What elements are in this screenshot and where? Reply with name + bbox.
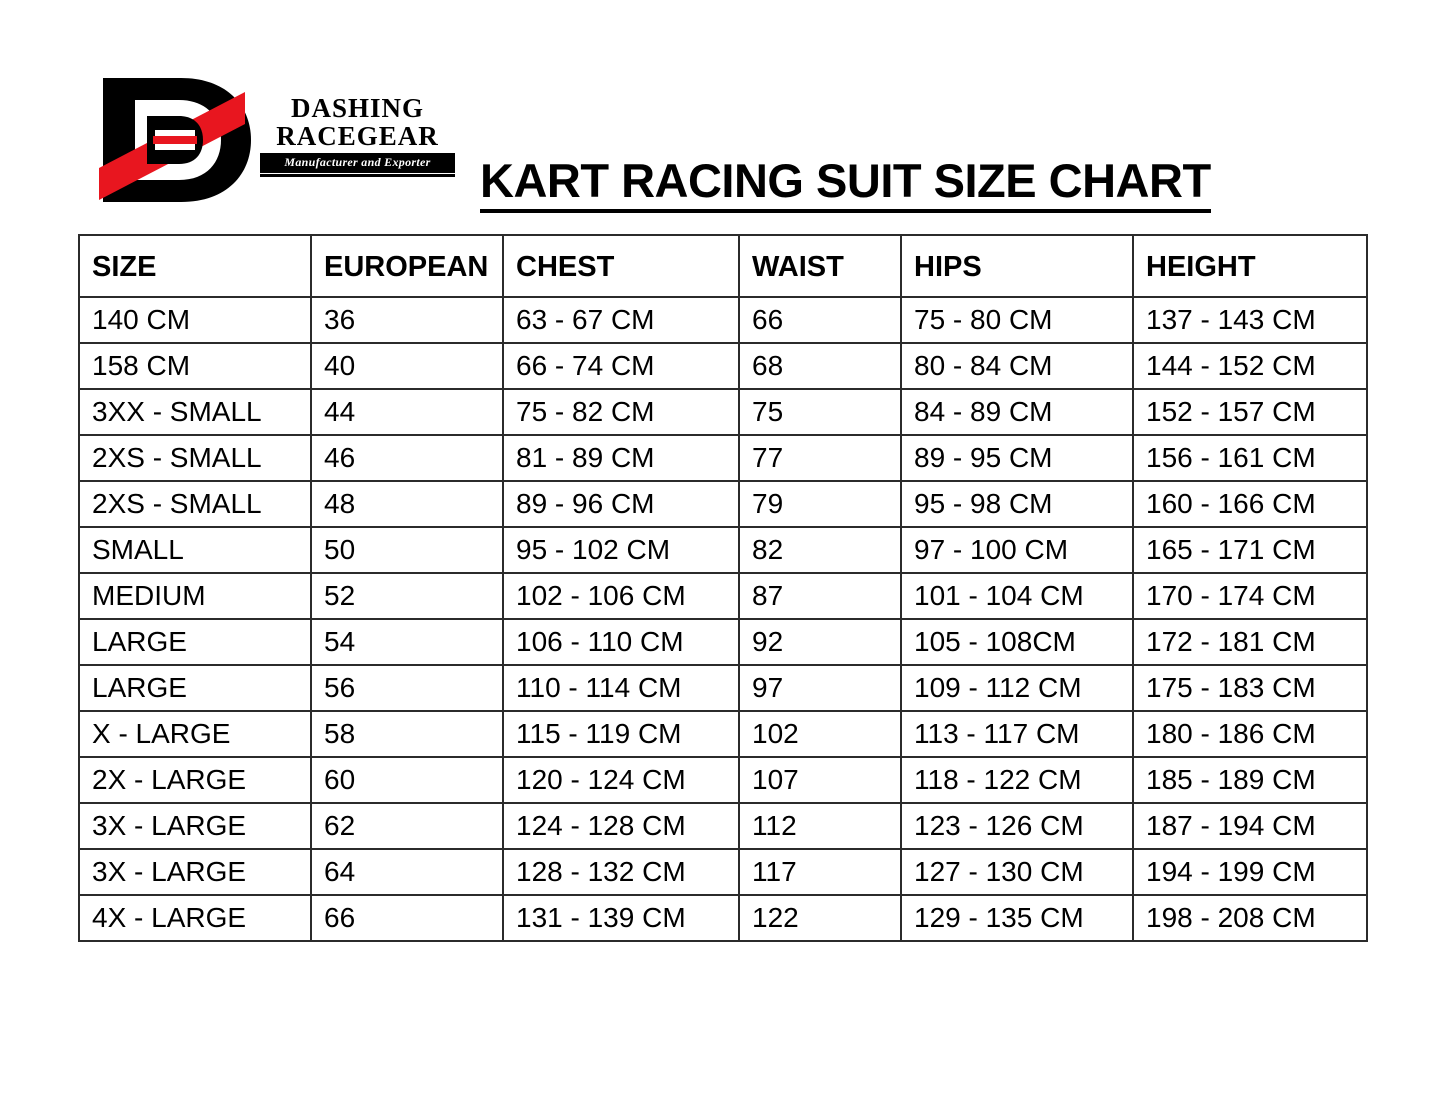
cell-hips: 105 - 108CM [901, 619, 1133, 665]
brand-logo [95, 70, 455, 210]
cell-european: 62 [311, 803, 503, 849]
cell-european: 40 [311, 343, 503, 389]
cell-size: 3XX - SMALL [79, 389, 311, 435]
table-row [79, 757, 1367, 803]
column-header-chest: CHEST [503, 235, 739, 297]
size-chart-table [78, 234, 1368, 942]
cell-waist: 92 [739, 619, 901, 665]
cell-size: 158 CM [79, 343, 311, 389]
cell-waist: 77 [739, 435, 901, 481]
cell-chest: 120 - 124 CM [503, 757, 739, 803]
cell-waist: 66 [739, 297, 901, 343]
brand-underline [260, 174, 455, 177]
dashing-d-logo-icon [95, 72, 255, 207]
cell-size: 2X - LARGE [79, 757, 311, 803]
cell-height: 180 - 186 CM [1133, 711, 1367, 757]
cell-height: 198 - 208 CM [1133, 895, 1367, 941]
brand-wordmark [260, 94, 455, 177]
cell-hips: 109 - 112 CM [901, 665, 1133, 711]
table-body [79, 297, 1367, 941]
cell-european: 64 [311, 849, 503, 895]
cell-european: 66 [311, 895, 503, 941]
cell-size: LARGE [79, 665, 311, 711]
size-chart-table-container [78, 234, 1366, 942]
cell-hips: 75 - 80 CM [901, 297, 1133, 343]
cell-chest: 89 - 96 CM [503, 481, 739, 527]
column-header-waist: WAIST [739, 235, 901, 297]
cell-hips: 118 - 122 CM [901, 757, 1133, 803]
table-row [79, 665, 1367, 711]
table-row [79, 435, 1367, 481]
cell-hips: 89 - 95 CM [901, 435, 1133, 481]
table-row [79, 343, 1367, 389]
table-row [79, 389, 1367, 435]
cell-height: 170 - 174 CM [1133, 573, 1367, 619]
cell-european: 58 [311, 711, 503, 757]
table-header-row [79, 235, 1367, 297]
cell-height: 172 - 181 CM [1133, 619, 1367, 665]
cell-height: 160 - 166 CM [1133, 481, 1367, 527]
cell-size: 4X - LARGE [79, 895, 311, 941]
cell-waist: 82 [739, 527, 901, 573]
cell-chest: 124 - 128 CM [503, 803, 739, 849]
cell-european: 48 [311, 481, 503, 527]
table-row [79, 297, 1367, 343]
document-header [0, 60, 1445, 210]
table-row [79, 481, 1367, 527]
cell-height: 194 - 199 CM [1133, 849, 1367, 895]
cell-size: 3X - LARGE [79, 849, 311, 895]
cell-size: MEDIUM [79, 573, 311, 619]
brand-name-line2: RACEGEAR [276, 121, 439, 152]
cell-european: 52 [311, 573, 503, 619]
cell-european: 54 [311, 619, 503, 665]
cell-waist: 97 [739, 665, 901, 711]
page-title: KART RACING SUIT SIZE CHART [480, 156, 1211, 213]
table-header [79, 235, 1367, 297]
cell-waist: 107 [739, 757, 901, 803]
cell-size: 140 CM [79, 297, 311, 343]
cell-hips: 80 - 84 CM [901, 343, 1133, 389]
cell-chest: 75 - 82 CM [503, 389, 739, 435]
cell-height: 165 - 171 CM [1133, 527, 1367, 573]
cell-chest: 95 - 102 CM [503, 527, 739, 573]
cell-waist: 112 [739, 803, 901, 849]
cell-waist: 117 [739, 849, 901, 895]
cell-chest: 110 - 114 CM [503, 665, 739, 711]
cell-size: LARGE [79, 619, 311, 665]
table-row [79, 803, 1367, 849]
cell-chest: 63 - 67 CM [503, 297, 739, 343]
brand-tagline: Manufacturer and Exporter [260, 153, 455, 173]
column-header-size: SIZE [79, 235, 311, 297]
cell-european: 60 [311, 757, 503, 803]
cell-chest: 115 - 119 CM [503, 711, 739, 757]
column-header-height: HEIGHT [1133, 235, 1367, 297]
brand-name-line1: DASHING [290, 93, 425, 123]
cell-european: 56 [311, 665, 503, 711]
cell-european: 36 [311, 297, 503, 343]
cell-height: 156 - 161 CM [1133, 435, 1367, 481]
cell-chest: 106 - 110 CM [503, 619, 739, 665]
table-row [79, 573, 1367, 619]
cell-waist: 75 [739, 389, 901, 435]
cell-hips: 113 - 117 CM [901, 711, 1133, 757]
cell-european: 44 [311, 389, 503, 435]
cell-height: 185 - 189 CM [1133, 757, 1367, 803]
cell-waist: 79 [739, 481, 901, 527]
table-row [79, 849, 1367, 895]
cell-size: 2XS - SMALL [79, 481, 311, 527]
cell-hips: 127 - 130 CM [901, 849, 1133, 895]
cell-hips: 101 - 104 CM [901, 573, 1133, 619]
cell-size: X - LARGE [79, 711, 311, 757]
cell-height: 144 - 152 CM [1133, 343, 1367, 389]
cell-hips: 123 - 126 CM [901, 803, 1133, 849]
cell-chest: 128 - 132 CM [503, 849, 739, 895]
cell-hips: 97 - 100 CM [901, 527, 1133, 573]
cell-size: SMALL [79, 527, 311, 573]
cell-waist: 68 [739, 343, 901, 389]
cell-hips: 95 - 98 CM [901, 481, 1133, 527]
table-row [79, 619, 1367, 665]
cell-chest: 102 - 106 CM [503, 573, 739, 619]
table-row [79, 895, 1367, 941]
cell-height: 152 - 157 CM [1133, 389, 1367, 435]
cell-size: 2XS - SMALL [79, 435, 311, 481]
cell-european: 46 [311, 435, 503, 481]
cell-waist: 87 [739, 573, 901, 619]
cell-height: 187 - 194 CM [1133, 803, 1367, 849]
cell-hips: 129 - 135 CM [901, 895, 1133, 941]
cell-height: 175 - 183 CM [1133, 665, 1367, 711]
cell-chest: 66 - 74 CM [503, 343, 739, 389]
cell-height: 137 - 143 CM [1133, 297, 1367, 343]
cell-european: 50 [311, 527, 503, 573]
cell-chest: 81 - 89 CM [503, 435, 739, 481]
column-header-hips: HIPS [901, 235, 1133, 297]
cell-hips: 84 - 89 CM [901, 389, 1133, 435]
cell-waist: 122 [739, 895, 901, 941]
table-row [79, 527, 1367, 573]
cell-chest: 131 - 139 CM [503, 895, 739, 941]
table-row [79, 711, 1367, 757]
cell-waist: 102 [739, 711, 901, 757]
column-header-european: EUROPEAN [311, 235, 503, 297]
cell-size: 3X - LARGE [79, 803, 311, 849]
